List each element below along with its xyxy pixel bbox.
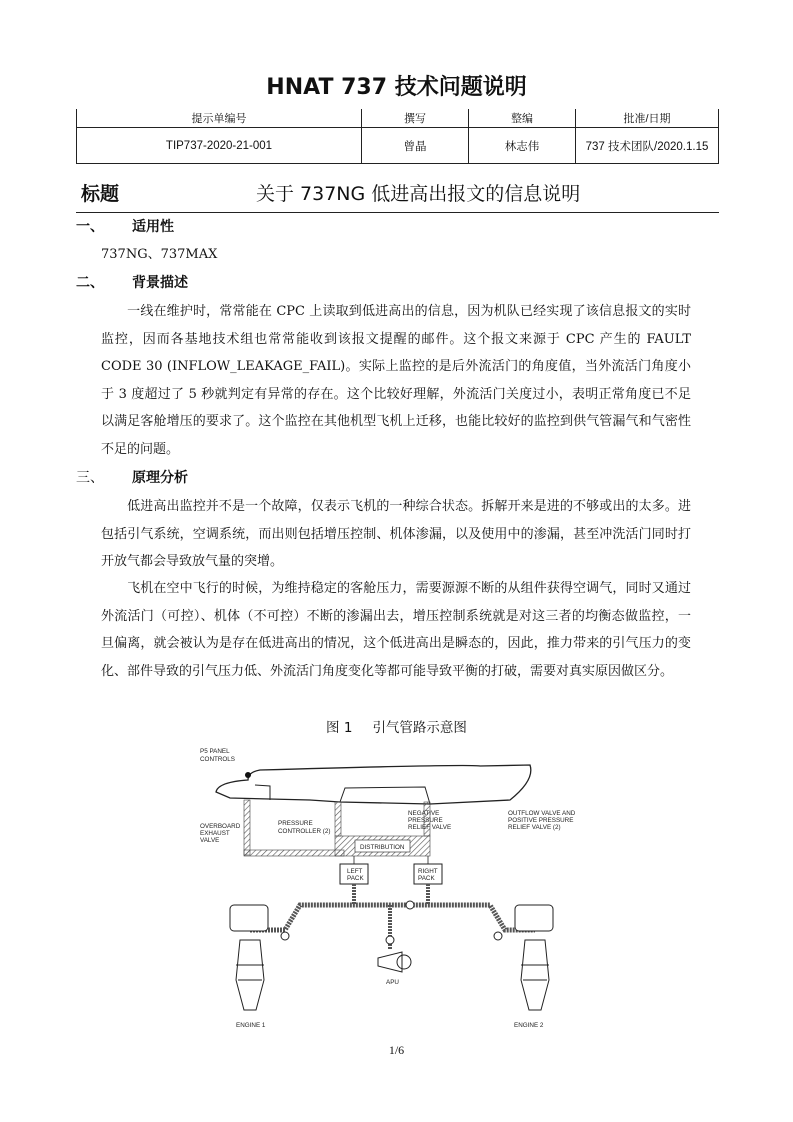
tip-number: TIP737-2020-21-001 — [77, 128, 362, 164]
background-text: 一线在维护时，常常能在 CPC 上读取到低进高出的信息，因为机队已经实现了该信息报文的实时监控，因而各基地技术组也常常能收到该报文提醒的邮件。这个报文来源于 CPC 产生的 FAULT CODE 30 (INFLOW_LEAKAGE_FAIL)。实际上监控的是后外流活门的角度值，当外流活门角度小于 3 度超过了 5 秒就判定有异常的存在。这个比较好理解，外流活门关度过小，表明正常角度已不足以满足客舱增压的要求了。这个监控在其他机型飞机上迁移，也能比较好的监控到供气管漏气和气密性不足的问题。 — [101, 304, 691, 457]
duct-riser — [335, 802, 341, 836]
figure-title: 引气管路示意图 — [372, 720, 467, 736]
label-pressure-controller-line1: PRESSURE — [278, 820, 313, 827]
subject-label: 标题 — [81, 183, 120, 205]
document-info-table — [76, 109, 719, 164]
label-right-pack-line2: PACK — [418, 875, 435, 882]
engine-crossfeed-duct — [250, 905, 535, 930]
engine-1-shape — [230, 905, 268, 1010]
header-tip-number: 提示单编号 — [77, 109, 362, 128]
label-outflow-line3: RELIEF VALVE (2) — [508, 824, 561, 831]
p5-panel-marker — [245, 772, 251, 778]
subject-row — [76, 176, 719, 213]
compiler: 林志伟 — [469, 128, 576, 164]
label-engine1: ENGINE 1 — [236, 1022, 266, 1029]
label-right-pack-line1: RIGHT — [418, 868, 438, 875]
apu-unit — [378, 952, 402, 972]
label-distribution: DISTRIBUTION — [360, 844, 405, 851]
duct-left-vertical — [244, 800, 250, 855]
section-number: 三、 — [76, 470, 104, 486]
label-overboard-line1: OVERBOARD — [200, 823, 241, 830]
analysis-text-1: 低进高出监控并不是一个故障，仅表示飞机的一种综合状态。拆解开来是进的不够或出的太多。进包括引气系统，空调系统，而出则包括增压控制、机体渗漏，以及使用中的渗漏，甚至冲洗活门同时打开放气都会导致放气量的突增。 — [101, 499, 691, 569]
label-engine2: ENGINE 2 — [514, 1022, 544, 1029]
cabin-floor — [255, 785, 430, 804]
section-heading-applicability — [76, 216, 174, 236]
header-compiler: 整编 — [469, 109, 576, 128]
header-approval-date: 批准/日期 — [576, 109, 719, 128]
section-heading-analysis — [76, 467, 188, 487]
label-left-pack-line2: PACK — [347, 875, 364, 882]
applicability-text: 737NG、737MAX — [101, 247, 218, 262]
section-heading-background — [76, 272, 188, 292]
header-author: 撰写 — [362, 109, 469, 128]
background-paragraph — [101, 298, 691, 463]
figure-caption — [0, 716, 793, 736]
section-title: 适用性 — [132, 219, 174, 235]
approval-date: 737 技术团队/2020.1.15 — [576, 128, 719, 164]
label-left-pack-line1: LEFT — [347, 868, 363, 875]
label-overboard-line2: EXHAUST — [200, 830, 230, 837]
isolation-valve — [406, 901, 414, 909]
label-outflow-line1: OUTFLOW VALVE AND — [508, 810, 576, 817]
label-pressure-controller-line2: CONTROLLER (2) — [278, 828, 331, 835]
author: 曾晶 — [362, 128, 469, 164]
figure-number: 图 1 — [326, 720, 353, 736]
label-outflow-line2: POSITIVE PRESSURE — [508, 817, 574, 824]
engine2-bleed-valve — [494, 932, 502, 940]
fuselage-outline — [216, 765, 531, 804]
duct-crossover — [244, 850, 344, 856]
label-overboard-line3: VALVE — [200, 837, 220, 844]
analysis-paragraph-2 — [101, 575, 691, 685]
label-p5-line1: P5 PANEL — [200, 748, 230, 755]
section-title: 原理分析 — [132, 470, 188, 486]
label-negative-relief-line2: PRESSURE — [408, 817, 443, 824]
label-p5-line2: CONTROLS — [200, 756, 235, 763]
analysis-text-2: 飞机在空中飞行的时候，为维持稳定的客舱压力，需要源源不断的从组件获得空调气，同时又通过外流活门（可控）、机体（不可控）不断的渗漏出去，增压控制系统就是对这三者的均衡态做监控，一旦偏离，就会被认为是存在低进高出的情况，这个低进高出是瞬态的，因此，推力带来的引气压力的变化、部件导致的引气压力低、外流活门角度变化等都可能导致平衡的打破，需要对真实原因做区分。 — [101, 581, 691, 679]
analysis-paragraph-1 — [101, 493, 691, 576]
engine-2-shape — [515, 905, 553, 1010]
apu-bleed-valve — [386, 936, 394, 944]
label-negative-relief-line3: RELIEF VALVE — [408, 824, 452, 831]
section-number: 二、 — [76, 275, 104, 291]
engine1-bleed-valve — [281, 932, 289, 940]
document-title: HNAT 737 技术问题说明 — [266, 75, 527, 100]
label-apu: APU — [386, 979, 399, 986]
page-number: 1/6 — [388, 1043, 405, 1057]
subject-text: 关于 737NG 低进高出报文的信息说明 — [256, 183, 581, 205]
label-negative-relief-line1: NEGATIVE — [408, 810, 440, 817]
section-title: 背景描述 — [132, 275, 188, 291]
bleed-air-diagram — [190, 740, 600, 1040]
section-number: 一、 — [76, 219, 104, 235]
